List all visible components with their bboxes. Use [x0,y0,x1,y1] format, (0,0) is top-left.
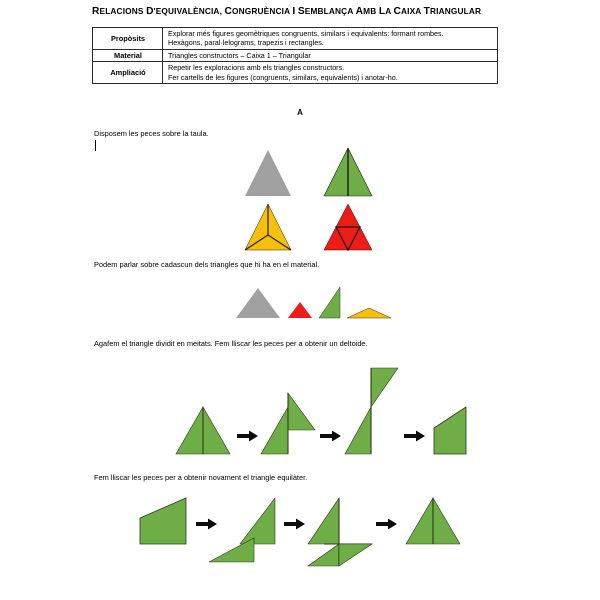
seq1-step-2 [261,393,315,454]
yellow-obtuse-third-piece [347,308,391,318]
seq1-arrow-3-icon [404,431,425,442]
seq1-step-4 [434,407,466,454]
figure-individual-pieces [236,286,391,322]
table-value-ampliacio [163,62,498,84]
green-halves-triangle [324,148,372,196]
info-table [92,27,498,84]
red-small-equilateral-piece [288,302,312,318]
seq1-step-1 [176,407,230,454]
figure-sequence-equilateral [128,496,468,574]
table-value-line: Repetir les exploracions amb els triangles constructors. [168,63,345,73]
section-letter: A [297,108,303,117]
seq2-arrow-1-icon [196,519,217,530]
seq2-step-1 [140,498,186,544]
figure-sequence-deltoid [168,368,468,458]
table-value-line: Fer cartells de les figures (congruents, similars, equivalents) i anotar-ho. [168,72,398,82]
paragraph-2: Podem parlar sobre cadascun dels triangles que hi ha en el material. [94,260,320,269]
seq2-arrow-2-icon [284,519,305,530]
table-label-ampliacio: Ampliació [93,62,163,84]
yellow-thirds-triangle [245,204,291,250]
paragraph-4: Fem lliscar les peces per a obtenir novament el triangle equilàter. [94,473,308,482]
red-fourths-triangle [324,204,372,250]
text-caret [95,140,96,151]
seq1-arrow-1-icon [237,431,258,442]
seq2-step-3 [308,498,372,566]
table-label-material: Material [93,49,163,61]
page-title-text: RELACIONS D'EQUIVALÈNCIA, CONGRUÈNCIA I SEMBLANÇA AMB LA CAIXA TRIANGULAR [92,6,482,17]
seq2-step-4 [406,498,460,544]
paragraph-1: Disposem les peces sobre la taula. [94,129,209,138]
table-row [93,62,498,84]
gray-whole-triangle [245,150,291,196]
gray-equilateral-piece [236,288,280,318]
table-value-line: Triangles constructors – Caixa 1 – Triangular [168,50,311,60]
table-label-proposits: Propòsits [93,28,163,50]
green-right-half-piece [319,287,340,318]
table-value-line: Hexàgons, paral·lelograms, trapezis i rectangles. [168,38,324,48]
figure-four-divided-triangles [236,146,386,258]
table-row [93,49,498,61]
seq2-step-2 [209,498,275,562]
table-value-line: Explorar més figures geomètriques congruents, similars i equivalents: formant rombes. [168,29,444,38]
table-row [93,28,498,50]
table-value-proposits [163,28,498,50]
page-title [92,6,512,17]
seq1-arrow-2-icon [320,431,341,442]
seq2-arrow-3-icon [376,519,397,530]
seq1-step-3 [345,368,398,454]
table-value-material [163,49,498,61]
paragraph-3: Agafem el triangle dividit en meitats. Fem lliscar les peces per a obtenir un deltoide. [94,339,368,348]
